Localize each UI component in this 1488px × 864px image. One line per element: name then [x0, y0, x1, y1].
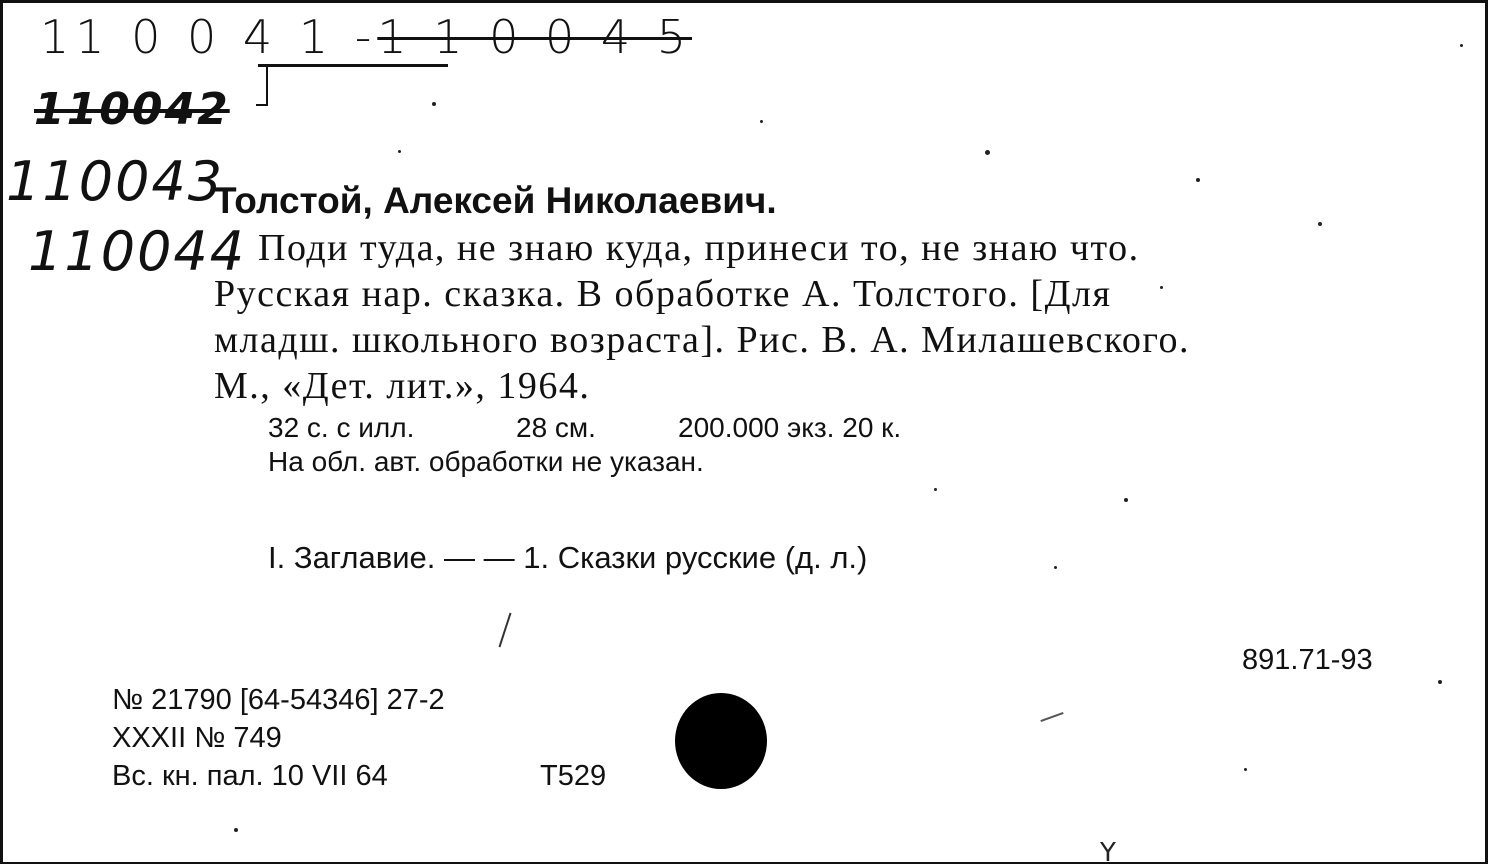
note-line: На обл. авт. обработки не указан. — [268, 446, 704, 477]
handwritten-underline — [258, 64, 448, 67]
margin-mark: Y — [1100, 838, 1116, 864]
card-border-top — [0, 0, 1488, 3]
speck — [760, 120, 763, 123]
title-line: Поди туда, не знаю куда, принеси то, не знаю что. — [258, 227, 1140, 269]
handwritten-number: 110043 — [6, 150, 225, 213]
copies-price: 200.000 экз. 20 к. — [678, 412, 902, 443]
title-line: Русская нар. сказка. В обработке А. Толстого. [Для — [214, 273, 1112, 315]
speck — [985, 150, 990, 155]
card-border-left — [0, 0, 3, 864]
speck — [1124, 498, 1128, 502]
size-info: 28 см. — [516, 412, 596, 443]
title-line: младш. школьного возраста]. Рис. В. А. Милашевского. — [214, 319, 1191, 361]
handwritten-number-range — [40, 10, 692, 64]
classification-number: 891.71-93 — [1242, 644, 1373, 676]
handwritten-number-start: 11 0 0 4 1 - — [40, 10, 378, 64]
author-heading: Толстой, Алексей Николаевич. — [214, 180, 777, 221]
pencil-stroke — [498, 613, 511, 648]
speck — [432, 102, 436, 106]
speck — [1160, 286, 1163, 289]
speck — [1054, 566, 1057, 569]
pages-info: 32 с. с илл. — [268, 412, 415, 443]
print-code: Т529 — [540, 760, 607, 792]
speck — [1460, 44, 1463, 47]
speck — [1244, 768, 1247, 771]
handwritten-number: 110044 — [28, 220, 247, 283]
pencil-tick — [1040, 712, 1063, 722]
handwritten-number-struck: 1 1 0 0 4 5 — [377, 10, 693, 64]
speck — [398, 150, 401, 153]
speck — [1318, 222, 1322, 226]
subject-tracings: I. Заглавие. — — 1. Сказки русские (д. л.) — [268, 540, 868, 575]
speck — [1438, 680, 1442, 684]
series-number-line: XXXII № 749 — [112, 722, 282, 754]
handwritten-bracket-mark — [256, 64, 268, 106]
speck — [934, 488, 937, 491]
speck — [234, 828, 238, 832]
physical-description — [268, 412, 901, 444]
card-number-line: № 21790 [64-54346] 27-2 — [112, 684, 445, 716]
chamber-date-line: Вс. кн. пал. 10 VII 64 — [112, 760, 388, 792]
speck — [1196, 178, 1200, 182]
handwritten-number-crossed: 110042 — [34, 84, 230, 135]
punch-hole — [675, 693, 767, 789]
imprint-line: М., «Дет. лит.», 1964. — [214, 365, 591, 407]
